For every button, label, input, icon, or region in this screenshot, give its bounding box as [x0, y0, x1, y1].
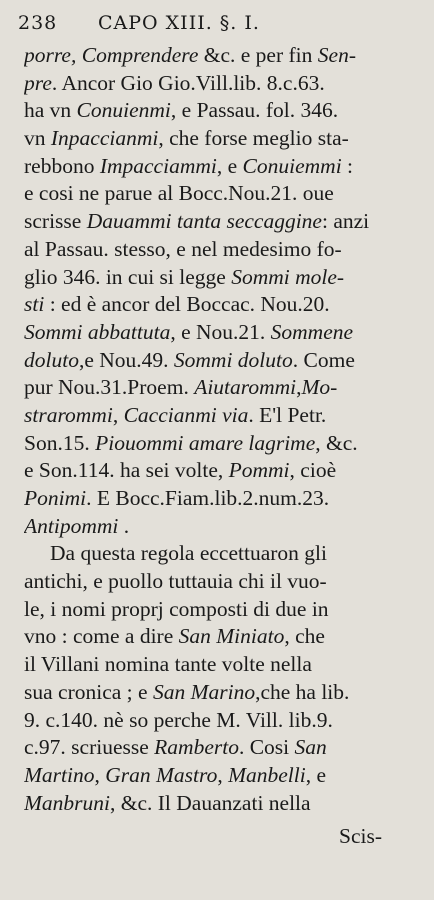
- text-run: , e: [305, 762, 326, 787]
- text-run: al Passau. stesso, e nel medesimo fo-: [24, 236, 342, 261]
- text-line: [24, 596, 416, 624]
- text-line: [24, 568, 416, 596]
- italic-text: Sommi abbattuta: [24, 319, 171, 344]
- text-line: [24, 457, 416, 485]
- text-run: e Son.114. ha sei volte,: [24, 458, 229, 483]
- text-run: ,: [94, 762, 106, 787]
- page-number: 238: [18, 12, 58, 34]
- text-run: c.97. scriuesse: [24, 735, 155, 760]
- text-line: [24, 319, 416, 347]
- text-line: [24, 208, 416, 236]
- italic-text: San: [294, 735, 327, 760]
- text-run: il Villani nomina tante volte nella: [24, 652, 312, 677]
- running-head: CAPO XIII. §. I.: [98, 12, 260, 34]
- italic-text: Martino: [24, 762, 95, 787]
- italic-text: Conuienmi: [76, 98, 171, 123]
- text-run: ,e Nou.49.: [78, 347, 174, 372]
- text-run: , che forse meglio sta-: [158, 126, 349, 151]
- text-run: glio 346. in cui si legge: [24, 264, 232, 289]
- italic-text: Conuiemmi: [242, 153, 342, 178]
- text-run: Da questa regola eccettuaron gli: [50, 541, 327, 566]
- text-run: , e: [216, 153, 243, 178]
- text-run: ,: [112, 402, 124, 427]
- italic-text: strarommi: [24, 402, 113, 427]
- text-run: 9. c.140. nè so perche M. Vill. lib.9.: [24, 707, 333, 732]
- italic-text: Sommi doluto: [173, 347, 293, 372]
- text-run: scrisse: [24, 209, 87, 234]
- italic-text: San Miniato: [178, 624, 285, 649]
- text-run: . Come: [292, 347, 355, 372]
- text-run: . E'l Petr.: [248, 402, 327, 427]
- text-line: [24, 374, 416, 402]
- text-run: vn: [24, 126, 51, 151]
- page-header: [18, 12, 416, 42]
- text-line: [24, 623, 416, 651]
- text-run: Son.15.: [24, 430, 96, 455]
- text-line: [24, 485, 416, 513]
- text-run: antichi, e puollo tuttauia chi il vuo-: [24, 569, 327, 594]
- italic-text: Aiutarommi: [194, 375, 297, 400]
- text-line: [24, 291, 416, 319]
- italic-text: sti: [24, 292, 45, 317]
- text-run: . Cosi: [238, 735, 295, 760]
- text-run: :: [341, 153, 354, 178]
- text-run: : anzi: [321, 209, 370, 234]
- text-line: [24, 762, 416, 790]
- text-run: , e Passau. fol. 346.: [170, 98, 339, 123]
- text-line: [24, 402, 416, 430]
- italic-text: Ramberto: [154, 735, 239, 760]
- text-run: . E Bocc.Fiam.lib.2.num.23.: [86, 486, 330, 510]
- italic-text: pre: [24, 70, 52, 95]
- text-run: le, i nomi proprj composti di due in: [24, 596, 329, 621]
- italic-text: Manbelli: [228, 762, 306, 787]
- italic-text: Gran Mastro: [105, 762, 218, 787]
- text-line: [24, 790, 416, 818]
- text-run: ,che ha lib.: [255, 679, 350, 704]
- text-line: [24, 264, 416, 292]
- italic-text: Dauammi tanta seccaggine: [86, 209, 322, 234]
- italic-text: Sommene: [270, 319, 354, 344]
- italic-text: porre,: [24, 43, 82, 67]
- text-line: [24, 42, 416, 70]
- text-run: ,: [296, 375, 302, 400]
- text-run: , che: [284, 624, 325, 649]
- text-run: , e Nou.21.: [170, 319, 271, 344]
- italic-text: Caccianmi via: [123, 402, 249, 427]
- italic-text: Mo-: [301, 375, 338, 400]
- text-line: [24, 180, 416, 208]
- catchword-row: [24, 823, 416, 851]
- text-line: [24, 540, 416, 568]
- italic-text: Ponimi: [24, 486, 87, 510]
- italic-text: doluto: [24, 347, 79, 372]
- text-run: , &c. Il Dauanzati nella: [110, 790, 311, 815]
- text-run: , cioè: [289, 458, 337, 483]
- italic-text: Manbruni: [24, 790, 110, 815]
- catchword: Scis-: [339, 824, 382, 849]
- text-line: [24, 347, 416, 375]
- text-line: [24, 707, 416, 735]
- text-line: [24, 651, 416, 679]
- text-run: , &c.: [315, 430, 358, 455]
- text-line: [24, 125, 416, 153]
- text-line: [24, 430, 416, 458]
- text-run: rebbono: [24, 153, 100, 178]
- italic-text: Piouommi amare lagrime: [95, 430, 316, 455]
- text-run: pur Nou.31.Proem.: [24, 375, 195, 400]
- italic-text: Comprendere: [81, 43, 199, 67]
- text-line: [24, 513, 416, 541]
- text-run: . Ancor Gio Gio.Vill.lib. 8.c.63.: [51, 70, 325, 95]
- text-run: .: [118, 513, 130, 538]
- text-run: e cosi ne parue al Bocc.Nou.21. oue: [24, 181, 334, 206]
- italic-text: Pommi: [228, 458, 290, 483]
- text-run: ha vn: [24, 98, 77, 123]
- text-line: [24, 70, 416, 98]
- text-line: [24, 236, 416, 264]
- text-run: sua cronica ; e: [24, 679, 153, 704]
- italic-text: Antipommi: [24, 513, 119, 538]
- text-line: [24, 97, 416, 125]
- italic-text: Inpaccianmi: [50, 126, 159, 151]
- text-run: vno : come a dire: [24, 624, 179, 649]
- italic-text: San Marino: [152, 679, 256, 704]
- italic-text: Impacciammi: [99, 153, 217, 178]
- text-run: ,: [217, 762, 229, 787]
- text-line: [24, 153, 416, 181]
- text-line: [24, 679, 416, 707]
- body-text: [24, 42, 416, 817]
- italic-text: Sen-: [317, 43, 356, 67]
- text-run: &c. e per fin: [198, 43, 318, 67]
- italic-text: Sommi mole-: [231, 264, 345, 289]
- text-run: : ed è ancor del Boccac. Nou.20.: [44, 292, 330, 317]
- text-line: [24, 734, 416, 762]
